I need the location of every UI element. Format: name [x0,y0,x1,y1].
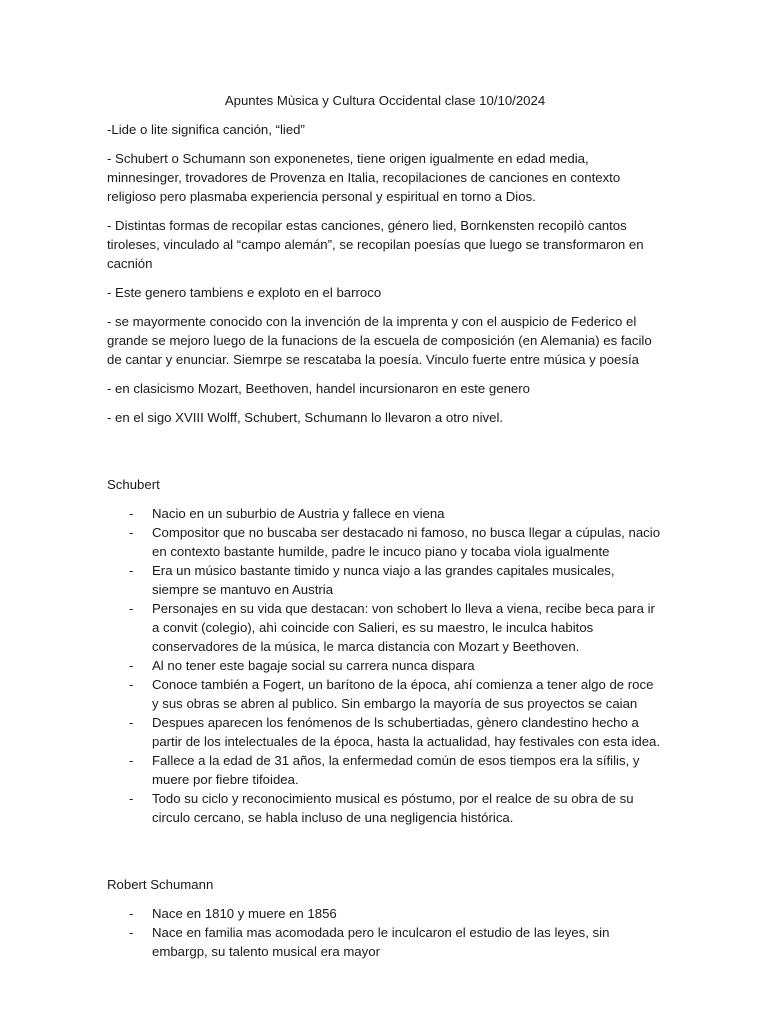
document-title: Apuntes Mùsica y Cultura Occidental clase 10/10/2024 [224,93,546,108]
schubert-bullet-list [107,504,663,827]
dash-bullet: - [129,715,134,730]
list-item [107,561,663,599]
list-item-text: Fallece a la edad de 31 años, la enfermedad común de esos tiempos era la sífilis, y muere por fiebre tifoidea. [152,753,640,787]
section-heading-schumann: Robert Schumann [107,877,214,892]
section-heading-schubert: Schubert [107,477,160,492]
list-item-text: Compositor que no buscaba ser destacado ni famoso, no busca llegar a cúpulas, nacio en contexto bastante humilde, padre le incuco piano y tocaba viola igualmente [152,525,661,559]
list-item-text: Al no tener este bagaje social su carrera nunca dispara [152,658,475,673]
dash-bullet: - [129,601,134,616]
dash-bullet: - [129,906,134,921]
list-item [107,656,663,675]
list-item [107,904,663,923]
list-item-text: Despues aparecen los fenómenos de ls schubertiadas, gènero clandestino hecho a partir de los intelectuales de la época, hasta la actualidad, hay festivales con esta idea. [152,715,661,749]
dash-bullet: - [129,677,134,692]
list-item-text: Nacio en un suburbio de Austria y fallece en viena [152,506,445,521]
list-item-text: Era un músico bastante timido y nunca viajo a las grandes capitales musicales, siempre se mantuvo en Austria [152,563,615,597]
list-item [107,789,663,827]
schumann-bullet-list [107,904,663,961]
dash-bullet: - [129,658,134,673]
list-item-text: Nace en familia mas acomodada pero le inculcaron el estudio de las leyes, sin embargp, su talento musical era mayor [152,925,610,959]
list-item-text: Nace en 1810 y muere en 1856 [152,906,337,921]
dash-bullet: - [129,753,134,768]
list-item [107,713,663,751]
dash-bullet: - [129,525,134,540]
document-body [107,91,663,971]
dash-bullet: - [129,563,134,578]
paragraph-lied-definition: -Lide o lite significa canción, “lied” [107,122,305,137]
dash-bullet: - [129,925,134,940]
list-item [107,523,663,561]
spacer [107,837,663,875]
list-item [107,923,663,961]
paragraph-printing-press: - se mayormente conocido con la invención de la imprenta y con el auspicio de Federico el grande se mejoro luego de la funacions de la escuela de composición (en Alemania) es facilo de cantar y enunciar. Siemrpe se rescataba la poesía. Vinculo fuerte entre música y poesía [107,314,652,367]
list-item [107,599,663,656]
list-item [107,751,663,789]
paragraph-origins: - Schubert o Schumann son exponenetes, tiene origen igualmente en edad media, minnesinger, trovadores de Provenza en Italia, recopilaciones de canciones en contexto religioso pero plasmaba experiencia personal y espiritual en torno a Dios. [107,151,621,204]
list-item-text: Todo su ciclo y reconocimiento musical es póstumo, por el realce de su obra de su circulo cercano, se habla incluso de una negligencia histórica. [152,791,634,825]
paragraph-compilation: - Distintas formas de recopilar estas canciones, género lied, Bornkensten recopilò cantos tiroleses, vinculado al “campo alemán”, se recopilan poesías que luego se transformaron en cacnión [107,218,644,271]
list-item-text: Personajes en su vida que destacan: von schobert lo lleva a viena, recibe beca para ir a convit (colegio), ahì coincide con Salieri, es su maestro, le inculca habitos conservadores de la música, le marca distancia con Mozart y Beethoven. [152,601,655,654]
list-item [107,504,663,523]
paragraph-classicism: - en clasicismo Mozart, Beethoven, handel incursionaron en este genero [107,381,530,396]
spacer [107,437,663,475]
list-item [107,675,663,713]
dash-bullet: - [129,506,134,521]
paragraph-baroque: - Este genero tambiens e exploto en el barroco [107,285,382,300]
paragraph-18th-century: - en el sigo XVIII Wolff, Schubert, Schumann lo llevaron a otro nivel. [107,410,504,425]
dash-bullet: - [129,791,134,806]
list-item-text: Conoce también a Fogert, un barítono de la época, ahí comienza a tener algo de roce y sus obras se abren al publico. Sin embargo la mayoría de sus proyectos se caian [152,677,654,711]
